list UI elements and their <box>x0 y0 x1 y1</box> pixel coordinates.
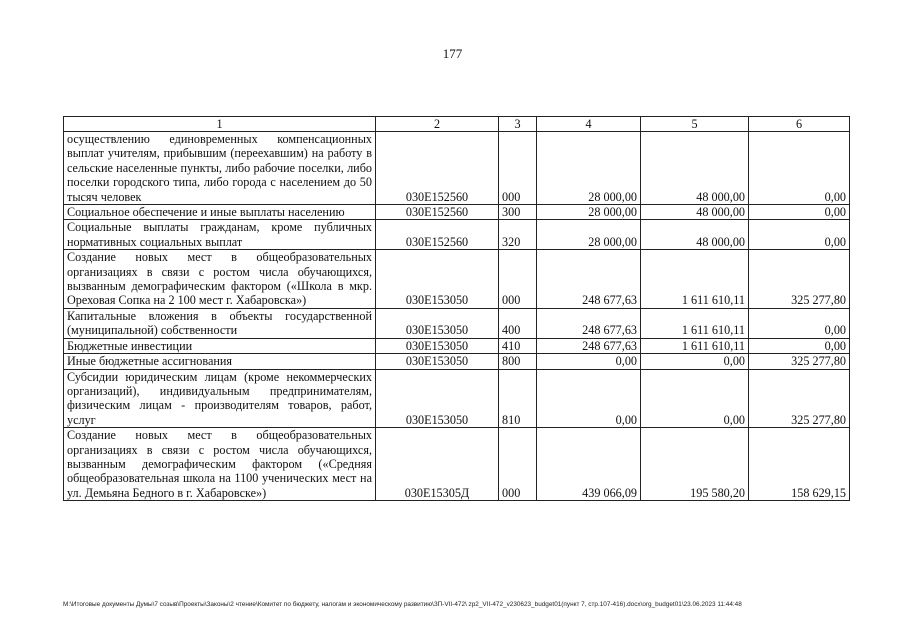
expense-type-code: 400 <box>499 308 537 338</box>
table-row <box>64 338 850 353</box>
amount-col5: 48 000,00 <box>641 220 749 250</box>
row-name: Бюджетные инвестиции <box>64 338 376 353</box>
amount-col5: 48 000,00 <box>641 205 749 220</box>
expense-type-code: 800 <box>499 354 537 369</box>
expense-type-code: 320 <box>499 220 537 250</box>
target-code: 030Е153050 <box>376 308 499 338</box>
amount-col5: 48 000,00 <box>641 132 749 205</box>
table-header-row <box>64 117 850 132</box>
amount-col6: 0,00 <box>749 308 850 338</box>
target-code: 030Е153050 <box>376 338 499 353</box>
column-header: 3 <box>499 117 537 132</box>
amount-col4: 28 000,00 <box>537 205 641 220</box>
column-header: 5 <box>641 117 749 132</box>
expense-type-code: 000 <box>499 132 537 205</box>
table-row <box>64 308 850 338</box>
amount-col6: 0,00 <box>749 220 850 250</box>
amount-col4: 28 000,00 <box>537 220 641 250</box>
target-code: 030Е153050 <box>376 369 499 428</box>
amount-col6: 0,00 <box>749 205 850 220</box>
target-code: 030Е152560 <box>376 220 499 250</box>
amount-col4: 439 066,09 <box>537 428 641 501</box>
amount-col6: 325 277,80 <box>749 250 850 309</box>
expense-type-code: 000 <box>499 428 537 501</box>
amount-col5: 1 611 610,11 <box>641 338 749 353</box>
table-row <box>64 220 850 250</box>
amount-col5: 0,00 <box>641 369 749 428</box>
column-header: 6 <box>749 117 850 132</box>
amount-col4: 28 000,00 <box>537 132 641 205</box>
target-code: 030Е153050 <box>376 250 499 309</box>
amount-col4: 248 677,63 <box>537 338 641 353</box>
table-row <box>64 250 850 309</box>
row-name: Социальные выплаты гражданам, кроме публичных нормативных социальных выплат <box>64 220 376 250</box>
column-header: 4 <box>537 117 641 132</box>
page-number: 177 <box>442 46 463 61</box>
amount-col5: 1 611 610,11 <box>641 250 749 309</box>
amount-col6: 0,00 <box>749 338 850 353</box>
row-name: Иные бюджетные ассигнования <box>64 354 376 369</box>
row-name: осуществлению единовременных компенсационных выплат учителям, прибывшим (переехавшим) на работу в сельские населенные пункты, либо рабочие поселки, либо поселки городского типа, либо города с населением до 50 тысяч человек <box>64 132 376 205</box>
column-header: 1 <box>64 117 376 132</box>
amount-col4: 248 677,63 <box>537 308 641 338</box>
amount-col6: 325 277,80 <box>749 354 850 369</box>
expense-type-code: 300 <box>499 205 537 220</box>
target-code: 030Е15305Д <box>376 428 499 501</box>
amount-col6: 0,00 <box>749 132 850 205</box>
table-row <box>64 428 850 501</box>
amount-col6: 158 629,15 <box>749 428 850 501</box>
table-row <box>64 354 850 369</box>
amount-col5: 1 611 610,11 <box>641 308 749 338</box>
row-name: Создание новых мест в общеобразовательных организациях в связи с ростом числа обучающихся, вызванным демографическим фактором («Школа в мкр. Ореховая Сопка на 2 100 мест г. Хабаровска») <box>64 250 376 309</box>
table-row <box>64 205 850 220</box>
column-header: 2 <box>376 117 499 132</box>
amount-col4: 0,00 <box>537 369 641 428</box>
target-code: 030Е152560 <box>376 205 499 220</box>
target-code: 030Е153050 <box>376 354 499 369</box>
table-row <box>64 369 850 428</box>
row-name: Социальное обеспечение и иные выплаты населению <box>64 205 376 220</box>
table-row <box>64 132 850 205</box>
amount-col5: 0,00 <box>641 354 749 369</box>
row-name: Создание новых мест в общеобразовательных организациях в связи с ростом числа обучающихся, вызванным демографическим фактором («Средняя общеобразовательная школа на 1100 ученических мест на ул. Демьяна Бедного в г. Хабаровске») <box>64 428 376 501</box>
amount-col4: 0,00 <box>537 354 641 369</box>
amount-col4: 248 677,63 <box>537 250 641 309</box>
amount-col6: 325 277,80 <box>749 369 850 428</box>
budget-table <box>63 116 850 501</box>
row-name: Капитальные вложения в объекты государственной (муниципальной) собственности <box>64 308 376 338</box>
target-code: 030Е152560 <box>376 132 499 205</box>
expense-type-code: 810 <box>499 369 537 428</box>
row-name: Субсидии юридическим лицам (кроме некоммерческих организаций), индивидуальным предпринимателям, физическим лицам - производителям товаров, работ, услуг <box>64 369 376 428</box>
amount-col5: 195 580,20 <box>641 428 749 501</box>
expense-type-code: 410 <box>499 338 537 353</box>
expense-type-code: 000 <box>499 250 537 309</box>
document-file-path: M:\Итоговые документы Думы\7 созыв\Проекты\Законы\2 чтение\Комитет по бюджету, налогам и экономическому развитию\ЗП-VII-472\ zp2_VII-472_v230623_budget01(пункт 7, стр.107-416).docx\org_budget01\23.06.2023 11:44:48 <box>63 601 742 608</box>
